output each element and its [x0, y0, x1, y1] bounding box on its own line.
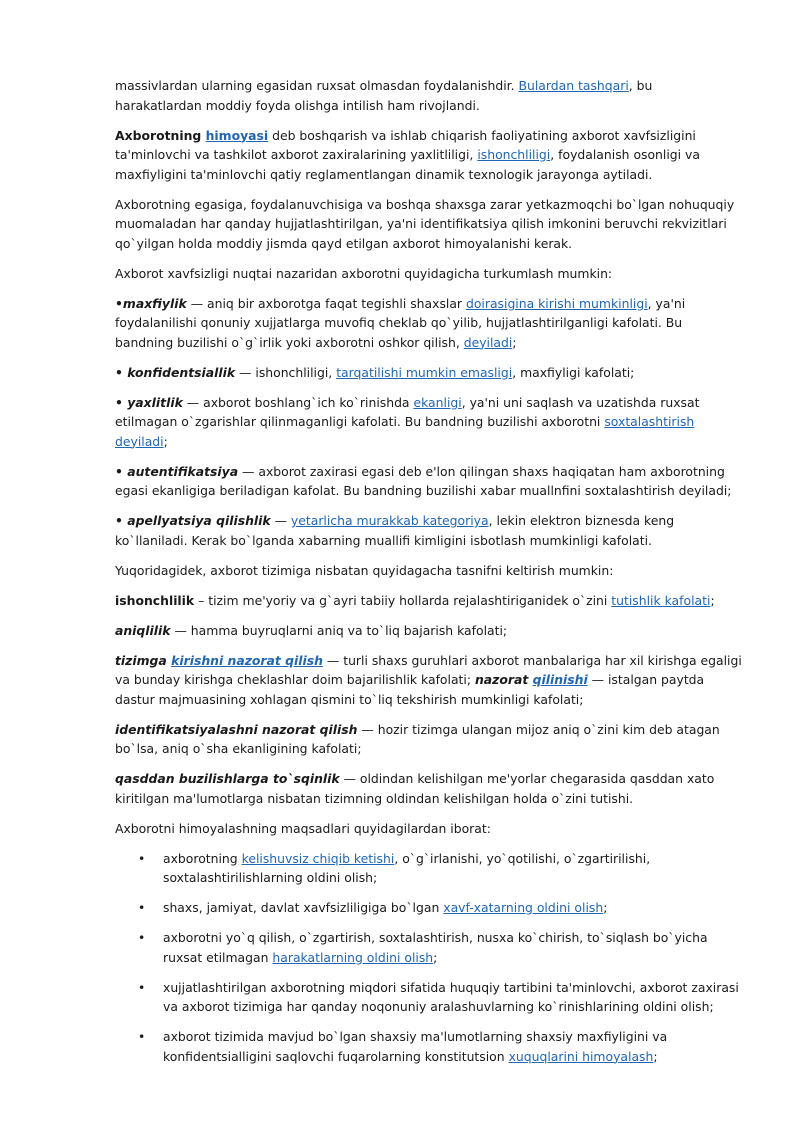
- text: shaxs, jamiyat, davlat xavfsizliligiga bo`lgan: [163, 900, 444, 915]
- bullet: •: [138, 979, 146, 995]
- item-apellyatsiya: [115, 511, 742, 550]
- paragraph-goals-intro: [115, 819, 742, 839]
- text: — istalgan paytda dastur majmuasining xohlagan qismini to`liq tekshirish mumkinligi kafolati;: [115, 672, 705, 707]
- goals-list: [115, 849, 742, 1067]
- text: , bu harakatlardan moddiy foyda olishga intilish ham rivojlandi.: [115, 78, 653, 113]
- bullet: •: [138, 900, 146, 915]
- item-kirishni-nazorat: [115, 651, 742, 710]
- text: ;: [603, 900, 608, 915]
- term: identifikatsiyalashni nazorat qilish: [115, 721, 358, 737]
- text: , ya'ni foydalanilishi qonuniy xujjatlarga muvofiq cheklab qo`yilib, hujjatlashtirilganligi kafolati. Bu bandning buzilishi o`g`irlik yoki axborotni oshkor qilish,: [115, 295, 686, 350]
- link-qilinishi[interactable]: qilinishi: [532, 672, 588, 687]
- paragraph-protection-requirement: [115, 195, 742, 254]
- term: ishonchlilik: [115, 592, 195, 608]
- text: — turli shaxs guruhlari axborot manbalariga har xil kirishga egaligi va bunday kirishga cheklashlar doim bajarilishlik kafolati;: [115, 652, 742, 687]
- text: , foydalanish osonligi va maxfiyligini ta'minlovchi qatiy reglamentlangan dinamik texnologik jarayonga aytiladi.: [115, 147, 700, 182]
- paragraph-system-classification: [115, 561, 742, 581]
- text: , o`g`irlanishi, yo`qotilishi, o`zgartirilishi, soxtalashtirilishlarning oldini olish;: [163, 850, 651, 885]
- list-item: [115, 928, 742, 967]
- item-autentifikatsiya: [115, 462, 742, 501]
- list-item: [115, 849, 742, 888]
- text: axborotning: [163, 850, 242, 866]
- term: • konfidentsiallik: [115, 364, 236, 380]
- term: nazorat: [474, 672, 533, 687]
- link-harakatlarning[interactable]: harakatlarning oldini olish: [272, 949, 434, 965]
- bullet: •: [138, 930, 146, 945]
- term: • yaxlitlik: [115, 394, 183, 410]
- term: • autentifikatsiya: [115, 463, 239, 479]
- term: • apellyatsiya qilishlik: [115, 513, 271, 528]
- link-deyiladi[interactable]: deyiladi: [463, 334, 513, 350]
- text: ;: [653, 1048, 658, 1064]
- text: —: [270, 513, 291, 528]
- link-xuquqlarini[interactable]: xuquqlarini himoyalash: [508, 1048, 654, 1064]
- text: — axborot boshlang`ich ko`rinishda: [182, 394, 414, 410]
- item-identifikatsiyalash: [115, 720, 742, 759]
- term: Axborotning: [115, 127, 206, 143]
- text: Axborotni himoyalashning maqsadlari quyidagilardan iborat:: [115, 820, 491, 836]
- bullet: •: [138, 1029, 146, 1044]
- text: ;: [433, 949, 438, 965]
- text: , lekin elektron biznesda keng ko`llaniladi. Kerak bo`lganda xabarning muallifi kimligini isbotlash mumkinligi kafolati.: [115, 513, 675, 548]
- text: xujjatlashtirilgan axborotning miqdori sifatida huquqiy tartibini ta'minlovchi, axborot zaxirasi va axborot tizimiga har qanday noqonuniy aralashuvlarning ko`rinishlarining oldini olish;: [163, 979, 739, 1014]
- text: axborot tizimida mavjud bo`lgan shaxsiy ma'lumotlarning shaxsiy maxfiyligini va konfidentsialligini saqlovchi fuqarolarning konstitutsion: [163, 1029, 668, 1064]
- item-konfidentsiallik: [115, 363, 742, 383]
- link-bulardan-tashqari[interactable]: Bulardan tashqari: [518, 78, 629, 93]
- link-kelishuvsiz[interactable]: kelishuvsiz chiqib ketishi: [241, 850, 395, 866]
- link-himoyasi[interactable]: himoyasi: [205, 127, 269, 143]
- text: axborotni yo`q qilish, o`zgartirish, soxtalashtirish, nusxa ko`chirish, to`siqlash bo`yicha ruxsat etilmagan: [163, 930, 708, 965]
- list-item: [115, 978, 742, 1017]
- text: Axborotning egasiga, foydalanuvchisiga va boshqa shaxsga zarar yetkazmoqchi bo`lgan nohuquqiy muomaladan har qanday hujjatlashtirilgan, ya'ni identifikatsiya qilish imkonini beruvchi rekvizitlari qo`yilgan holda moddiy jismda qayd etilgan axborot himoyalanishi kerak.: [115, 196, 735, 251]
- list-item: [115, 1027, 742, 1066]
- text: ;: [710, 592, 715, 608]
- text: massivlardan ularning egasidan ruxsat olmasdan foydalanishdir.: [115, 78, 519, 93]
- text: — hozir tizimga ulangan mijoz aniq o`zini kim deb atagan bo`lsa, aniq o`sha ekanligining kafolati;: [115, 721, 720, 756]
- text: ;: [163, 433, 168, 449]
- text: – tizim me'yoriy va g`ayri tabiiy hollarda rejalashtiriganidek o`zini: [194, 592, 612, 608]
- item-maxfiylik: [115, 294, 742, 353]
- text: ;: [512, 334, 517, 350]
- term: •maxfiylik: [115, 295, 187, 311]
- text: — hamma buyruqlarni aniq va to`liq bajarish kafolati;: [170, 622, 508, 638]
- paragraph-classification-intro: [115, 264, 742, 284]
- link-tarqatilishi[interactable]: tarqatilishi mumkin emasligi: [336, 364, 513, 380]
- list-item: [115, 898, 742, 918]
- text: , maxfiyligi kafolati;: [512, 364, 635, 380]
- link-ekanligi[interactable]: ekanligi: [413, 394, 462, 410]
- item-qasddan: [115, 769, 742, 808]
- text: — aniq bir axborotga faqat tegishli shaxslar: [186, 295, 466, 311]
- item-aniqlilik: [115, 621, 742, 641]
- text: — ishonchliligi,: [235, 364, 337, 380]
- term: qasddan buzilishlarga to`sqinlik: [115, 771, 340, 786]
- link-kirishni-nazorat[interactable]: kirishni nazorat qilish: [171, 652, 323, 668]
- text: — axborot zaxirasi egasi deb e'lon qilingan shaxs haqiqatan ham axborotning egasi ekanligiga beriladigan kafolat. Bu bandning buzilishi xabar muallnfini soxtalashtirish deyiladi;: [115, 463, 732, 498]
- term: tizimga: [115, 652, 172, 668]
- paragraph-intro-continued: [115, 76, 742, 115]
- text: Yuqoridagidek, axborot tizimiga nisbatan quyidagacha tasnifni keltirish mumkin:: [115, 562, 614, 578]
- link-soxtalashtirish[interactable]: soxtalashtirish deyiladi: [115, 414, 695, 449]
- link-ishonchliligi[interactable]: ishonchliligi: [477, 147, 551, 162]
- text: Axborot xavfsizligi nuqtai nazaridan axborotni quyidagicha turkumlash mumkin:: [115, 265, 613, 281]
- link-doirasigina[interactable]: doirasigina kirishi mumkinligi: [465, 295, 648, 311]
- item-ishonchlilik: [115, 591, 742, 611]
- text: , ya'ni uni saqlash va uzatishda ruxsat etilmagan o`zgarishlar qilinmaganligi kafolati. Bu bandning buzilishi axborotni: [115, 394, 700, 429]
- bullet: •: [138, 850, 146, 866]
- link-tutishlik[interactable]: tutishlik kafolati: [611, 592, 711, 608]
- item-yaxlitlik: [115, 393, 742, 452]
- paragraph-definition: [115, 126, 742, 185]
- text: — oldindan kelishilgan me'yorlar chegarasida qasddan xato kiritilgan ma'lumotlarga nisbatan tizimning oldindan kelishilgan holda o`zini tutishi.: [115, 771, 715, 806]
- link-xavf-xatar[interactable]: xavf-xatarning oldini olish: [443, 900, 604, 915]
- link-yetarlicha[interactable]: yetarlicha murakkab kategoriya: [290, 513, 489, 528]
- term: aniqlilik: [115, 622, 171, 638]
- text: deb boshqarish va ishlab chiqarish faoliyatining axborot xavfsizligini ta'minlovchi va tashkilot axborot zaxiralarining yaxlitliligi,: [115, 127, 696, 162]
